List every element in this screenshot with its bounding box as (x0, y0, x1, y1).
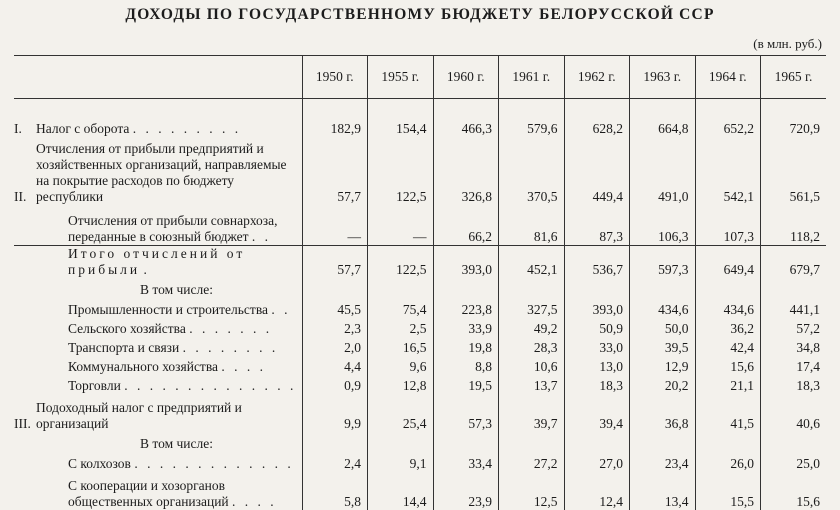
value-cell: 12,8 (368, 375, 434, 394)
value-cell: 57,2 (761, 318, 827, 337)
year-header: 1955 г. (368, 56, 434, 99)
leader-dots: . . . . . . . . . (132, 121, 242, 136)
value-cell: 393,0 (564, 298, 630, 318)
value-cell: 13,0 (564, 356, 630, 375)
table-row (14, 432, 826, 452)
value-cell: 434,6 (630, 298, 696, 318)
row-number: III. (14, 416, 31, 431)
table-title: ДОХОДЫ ПО ГОСУДАРСТВЕННОМУ БЮДЖЕТУ БЕЛОРУССКОЙ ССР (125, 6, 715, 23)
value-cell (695, 278, 761, 298)
value-cell: 34,8 (761, 337, 827, 356)
value-cell (564, 278, 630, 298)
year-header: 1950 г. (302, 56, 368, 99)
value-cell: 0,9 (302, 375, 368, 394)
value-cell: 23,9 (433, 472, 499, 510)
year-header: 1965 г. (761, 56, 827, 99)
value-cell (368, 432, 434, 452)
value-cell: 664,8 (630, 117, 696, 137)
value-cell: 10,6 (499, 356, 565, 375)
value-cell: 27,0 (564, 452, 630, 472)
value-cell: 393,0 (433, 246, 499, 279)
value-cell: 154,4 (368, 117, 434, 137)
value-cell: 49,2 (499, 318, 565, 337)
value-cell: 13,4 (630, 472, 696, 510)
value-cell: 223,8 (433, 298, 499, 318)
year-header: 1961 г. (499, 56, 565, 99)
value-cell: 536,7 (564, 246, 630, 279)
value-cell (564, 432, 630, 452)
value-cell: 466,3 (433, 117, 499, 137)
value-cell: 652,2 (695, 117, 761, 137)
value-cell: 18,3 (761, 375, 827, 394)
value-cell: 720,9 (761, 117, 827, 137)
value-cell: 39,7 (499, 394, 565, 432)
row-label: Транспорта и связи (68, 340, 180, 355)
value-cell: 561,5 (761, 137, 827, 205)
value-cell: 20,2 (630, 375, 696, 394)
value-cell: 41,5 (695, 394, 761, 432)
value-cell: 15,6 (695, 356, 761, 375)
units-note: (в млн. руб.) (753, 36, 822, 51)
value-cell: 452,1 (499, 246, 565, 279)
leader-dots: . . . . . . . . . . . . . (134, 456, 294, 471)
row-label: Сельского хозяйства (68, 321, 186, 336)
table-row (14, 117, 826, 137)
row-label: С кооперации и хозорганов общественных организаций (68, 478, 229, 509)
value-cell: 542,1 (695, 137, 761, 205)
value-cell (630, 278, 696, 298)
value-cell: 9,1 (368, 452, 434, 472)
value-cell: 33,9 (433, 318, 499, 337)
table-row (14, 375, 826, 394)
value-cell: 33,0 (564, 337, 630, 356)
value-cell: 50,0 (630, 318, 696, 337)
value-cell (499, 432, 565, 452)
value-cell: 8,8 (433, 356, 499, 375)
value-cell: 66,2 (433, 205, 499, 246)
value-cell: 57,3 (433, 394, 499, 432)
value-cell: 579,6 (499, 117, 565, 137)
row-number: I. (14, 121, 22, 136)
row-label: С колхозов (68, 456, 131, 471)
value-cell: 26,0 (695, 452, 761, 472)
value-cell (368, 278, 434, 298)
value-cell (499, 278, 565, 298)
table-row (14, 394, 826, 432)
value-cell: 87,3 (564, 205, 630, 246)
value-cell: 491,0 (630, 137, 696, 205)
budget-revenue-table (14, 55, 826, 510)
value-cell: 441,1 (761, 298, 827, 318)
leader-dots: . . . . . . . (189, 321, 273, 336)
value-cell: 75,4 (368, 298, 434, 318)
table-row (14, 246, 826, 279)
value-cell (433, 278, 499, 298)
value-cell: 12,4 (564, 472, 630, 510)
value-cell: 628,2 (564, 117, 630, 137)
value-cell: — (368, 205, 434, 246)
value-cell: 597,3 (630, 246, 696, 279)
value-cell: 39,5 (630, 337, 696, 356)
leader-dots: . . . . . . . . (182, 340, 279, 355)
value-cell: 122,5 (368, 137, 434, 205)
year-header: 1963 г. (630, 56, 696, 99)
table-row (14, 205, 826, 246)
value-cell: 106,3 (630, 205, 696, 246)
value-cell: 118,2 (761, 205, 827, 246)
header-row (14, 56, 826, 99)
value-cell: 36,2 (695, 318, 761, 337)
row-label: В том числе: (140, 282, 213, 297)
value-cell: 28,3 (499, 337, 565, 356)
value-cell: 19,5 (433, 375, 499, 394)
value-cell: 39,4 (564, 394, 630, 432)
value-cell: — (302, 205, 368, 246)
year-header: 1962 г. (564, 56, 630, 99)
year-header: 1964 г. (695, 56, 761, 99)
table-row (14, 278, 826, 298)
value-cell: 434,6 (695, 298, 761, 318)
value-cell: 12,5 (499, 472, 565, 510)
row-label: Подоходный налог с предприятий и организаций (36, 400, 242, 431)
row-label: Отчисления от прибыли предприятий и хозяйственных организаций, направляемые на покрытие расходов по бюджету республики (36, 141, 287, 204)
value-cell: 327,5 (499, 298, 565, 318)
header-label-cell (14, 56, 302, 99)
value-cell: 50,9 (564, 318, 630, 337)
value-cell: 13,7 (499, 375, 565, 394)
value-cell: 449,4 (564, 137, 630, 205)
row-label: Коммунального хозяйства (68, 359, 219, 374)
value-cell: 4,4 (302, 356, 368, 375)
value-cell (302, 278, 368, 298)
table-row (14, 298, 826, 318)
value-cell: 33,4 (433, 452, 499, 472)
value-cell: 122,5 (368, 246, 434, 279)
value-cell: 9,6 (368, 356, 434, 375)
table-row (14, 337, 826, 356)
value-cell (302, 432, 368, 452)
value-cell: 107,3 (695, 205, 761, 246)
row-label: В том числе: (140, 436, 213, 451)
value-cell: 57,7 (302, 246, 368, 279)
value-cell: 25,4 (368, 394, 434, 432)
value-cell: 45,5 (302, 298, 368, 318)
row-label: Отчисления от прибыли совнархоза, переданные в союзный бюджет (68, 213, 278, 244)
value-cell: 27,2 (499, 452, 565, 472)
value-cell (695, 432, 761, 452)
row-label: Налог с оборота (36, 121, 130, 136)
leader-dots: . . (251, 229, 272, 244)
value-cell: 12,9 (630, 356, 696, 375)
value-cell: 2,3 (302, 318, 368, 337)
value-cell: 18,3 (564, 375, 630, 394)
value-cell (433, 432, 499, 452)
value-cell: 2,4 (302, 452, 368, 472)
value-cell: 2,0 (302, 337, 368, 356)
value-cell: 17,4 (761, 356, 827, 375)
value-cell: 2,5 (368, 318, 434, 337)
value-cell: 36,8 (630, 394, 696, 432)
value-cell: 23,4 (630, 452, 696, 472)
value-cell: 326,8 (433, 137, 499, 205)
value-cell: 9,9 (302, 394, 368, 432)
table-row (14, 318, 826, 337)
leader-dots: . . . . (221, 359, 267, 374)
value-cell: 649,4 (695, 246, 761, 279)
leader-dots: . . (271, 302, 291, 317)
table-row (14, 137, 826, 205)
value-cell (761, 278, 827, 298)
value-cell: 15,6 (761, 472, 827, 510)
table-row (14, 452, 826, 472)
value-cell: 57,7 (302, 137, 368, 205)
value-cell (761, 432, 827, 452)
value-cell: 81,6 (499, 205, 565, 246)
leader-dots: . . . . . . . . . . . . . . (124, 378, 297, 393)
value-cell: 21,1 (695, 375, 761, 394)
row-label: Промышленности и строительства (68, 302, 269, 317)
value-cell: 679,7 (761, 246, 827, 279)
table-row (14, 356, 826, 375)
row-label: Торговли (68, 378, 121, 393)
value-cell: 14,4 (368, 472, 434, 510)
value-cell: 19,8 (433, 337, 499, 356)
value-cell: 42,4 (695, 337, 761, 356)
value-cell: 40,6 (761, 394, 827, 432)
leader-dots: . . . . (232, 494, 277, 509)
value-cell: 16,5 (368, 337, 434, 356)
value-cell: 15,5 (695, 472, 761, 510)
value-cell: 182,9 (302, 117, 368, 137)
value-cell: 25,0 (761, 452, 827, 472)
leader-dots: . (143, 262, 150, 277)
row-label: Итого отчислений от прибыли (68, 246, 246, 277)
value-cell: 5,8 (302, 472, 368, 510)
row-number: II. (14, 189, 27, 204)
year-header: 1960 г. (433, 56, 499, 99)
value-cell (630, 432, 696, 452)
table-row (14, 472, 826, 510)
value-cell: 370,5 (499, 137, 565, 205)
